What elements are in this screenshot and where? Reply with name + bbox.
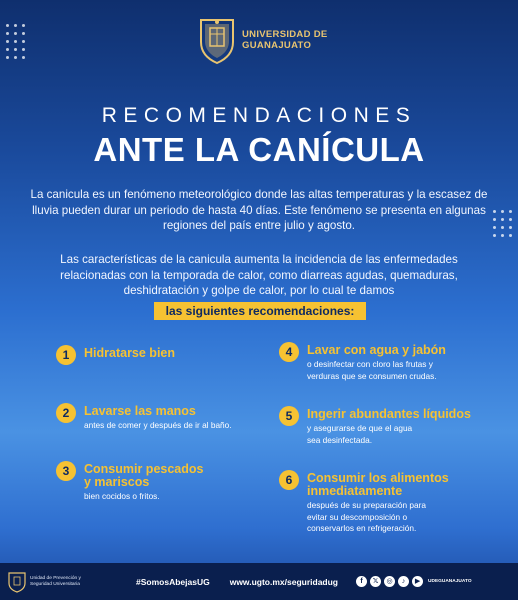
footer-url-link[interactable]: www.ugto.mx/seguridadug <box>229 576 339 587</box>
footer-hashtag: #SomosAbejasUG <box>136 576 210 587</box>
decorative-dots-right <box>493 210 512 237</box>
recommendation-4 <box>279 342 499 387</box>
social-links <box>356 576 472 587</box>
university-shield-icon <box>198 16 236 64</box>
recommendation-title: Consumir los alimentos inmediatamente <box>307 471 449 498</box>
youtube-icon[interactable]: ▶ <box>412 576 423 587</box>
logo-text <box>242 29 328 51</box>
university-shield-icon <box>8 571 26 593</box>
recommendation-2 <box>56 403 266 443</box>
recommendation-5 <box>279 406 499 451</box>
title-line-2: ANTE LA CANÍCULA <box>93 131 425 168</box>
recommendation-3 <box>56 461 266 511</box>
recommendation-description: antes de comer y después de ir al baño. <box>84 420 232 430</box>
intro-paragraph-1: La canicula es un fenómeno meteorológico donde las altas temperaturas y la escasez de lluvia pueden durar un periodo de hasta 40 días. Este fenómeno se presenta en algunas regiones del país entre julio y agosto. <box>30 188 488 232</box>
social-handle: UDEGUANAJUATO <box>428 579 472 584</box>
footer <box>0 563 518 600</box>
footer-unit-name: Unidad de Prevención y Seguridad Universitaria <box>30 575 81 587</box>
recommendation-number: 1 <box>56 345 76 365</box>
recommendation-description: después de su preparación para evitar su descomposición o conservarlos en refrigeración. <box>307 500 427 533</box>
recommendation-description: y asegurarse de que el agua sea desinfectada. <box>307 423 413 445</box>
recommendations-highlight: las siguientes recomendaciones: <box>154 302 366 320</box>
recommendation-title: Lavarse las manos <box>84 404 196 418</box>
recommendation-number: 4 <box>279 342 299 362</box>
intro-paragraph-2: Las características de la canicula aumenta la incidencia de las enfermedades relacionadas con la temporada de calor, como diarreas agudas, quemaduras, deshidratación y golpe de calor, por lo cual te damos <box>60 253 458 297</box>
logo-line-2: GUANAJUATO <box>242 40 312 51</box>
recommendation-1 <box>56 345 256 375</box>
facebook-icon[interactable]: f <box>356 576 367 587</box>
recommendation-number: 6 <box>279 470 299 490</box>
recommendation-number: 2 <box>56 403 76 423</box>
decorative-dots-left <box>6 24 25 59</box>
recommendation-title: Ingerir abundantes líquidos <box>307 407 471 421</box>
title-line-1: RECOMENDACIONES <box>101 104 417 127</box>
footer-logo <box>8 571 116 593</box>
university-logo <box>198 16 328 64</box>
recommendation-description: o desinfectar con cloro las frutas y verduras que se consumen crudas. <box>307 359 437 381</box>
recommendation-description: bien cocidos o fritos. <box>84 491 160 501</box>
instagram-icon[interactable]: ◎ <box>384 576 395 587</box>
recommendation-title: Consumir pescados y mariscos <box>84 462 204 489</box>
recommendation-6 <box>279 470 499 540</box>
recommendation-title: Hidratarse bien <box>84 346 176 360</box>
tiktok-icon[interactable]: ♪ <box>398 576 409 587</box>
x-icon[interactable]: 𝕏 <box>370 576 381 587</box>
recommendation-title: Lavar con agua y jabón <box>307 343 446 357</box>
logo-line-1: UNIVERSIDAD DE <box>242 29 328 40</box>
recommendation-number: 5 <box>279 406 299 426</box>
recommendation-number: 3 <box>56 461 76 481</box>
